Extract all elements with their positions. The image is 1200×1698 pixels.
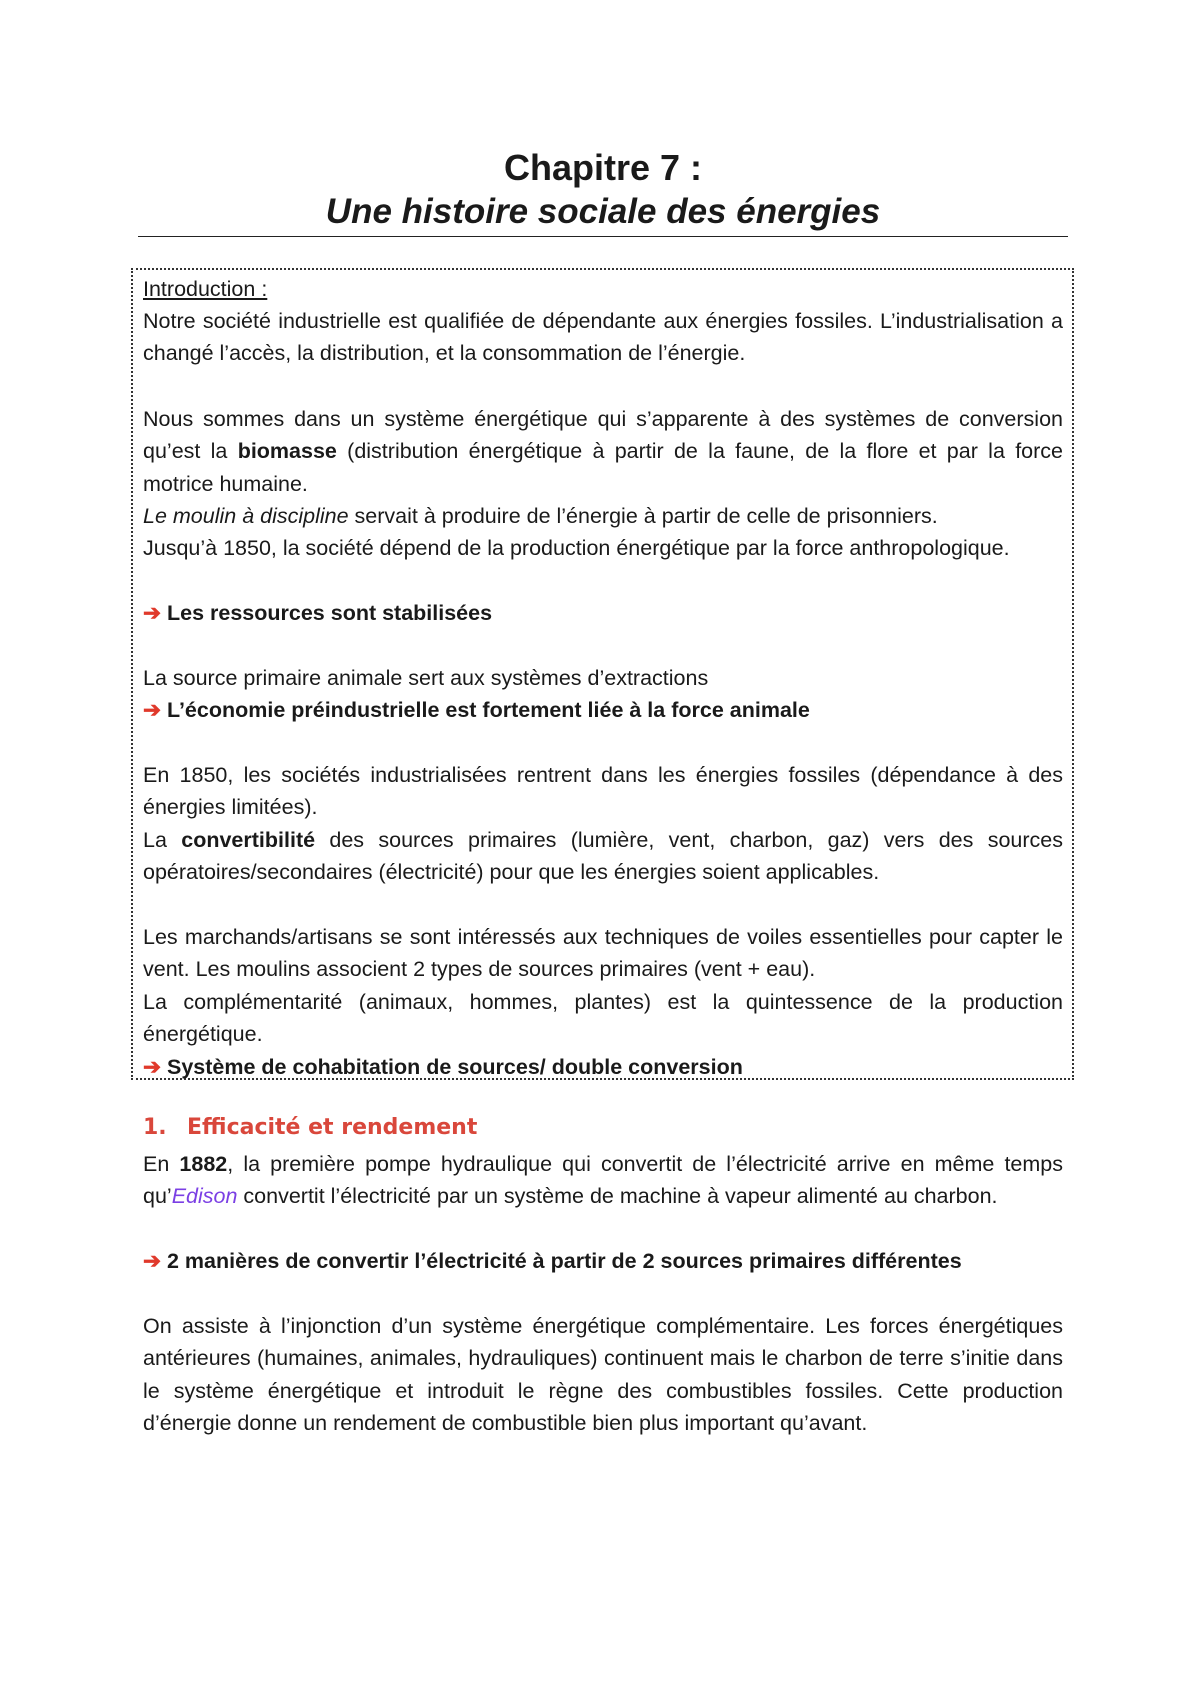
intro-paragraph-9: La complémentarité (animaux, hommes, plantes) est la quintessence de la production énergétique. [143, 990, 1063, 1047]
intro-paragraph-3: Le moulin à discipline servait à produire de l’énergie à partir de celle de prisonniers. [143, 504, 938, 528]
chapter-title: Chapitre 7 : [503, 147, 703, 188]
keyword-biomasse: biomasse [237, 439, 337, 464]
title-block [138, 146, 1068, 234]
section-number: 1. [143, 1115, 167, 1140]
arrow-icon: ➔ [143, 601, 162, 625]
arrow-icon: ➔ [143, 698, 162, 722]
intro-paragraph-4: Jusqu’à 1850, la société dépend de la production énergétique par la force anthropologique. [143, 536, 1010, 560]
intro-paragraph-7: La convertibilité des sources primaires (lumière, vent, charbon, gaz) vers des sources opératoires/secondaires (électricité) pour que les énergies soient applicables. [143, 828, 1063, 885]
intro-paragraph-5: La source primaire animale sert aux systèmes d’extractions [143, 666, 709, 690]
intro-paragraph-8: Les marchands/artisans se sont intéressés aux techniques de voiles essentielles pour capter le vent. Les moulins associent 2 types de sources primaires (vent + eau). [143, 925, 1063, 982]
intro-heading: Introduction : [143, 277, 268, 301]
title-divider [138, 236, 1068, 237]
intro-paragraph-6: En 1850, les sociétés industrialisées rentrent dans les énergies fossiles (dépendance à des énergies limitées). [143, 763, 1063, 820]
intro-conclusion-2: ➔ L’économie préindustrielle est fortement liée à la force animale [143, 698, 810, 722]
section-1-conclusion: ➔ 2 manières de convertir l’électricité à partir de 2 sources primaires différentes [143, 1249, 962, 1273]
arrow-icon: ➔ [143, 1055, 162, 1079]
intro-paragraph-2: Nous sommes dans un système énergétique qui s’apparente à des systèmes de conversion qu’est la biomasse (distribution énergétique à partir de la faune, de la flore et par la force motrice humaine. [143, 407, 1063, 496]
intro-paragraph-1: Notre société industrielle est qualifiée de dépendante aux énergies fossiles. L’industrialisation a changé l’accès, la distribution, et la consommation de l’énergie. [143, 309, 1063, 366]
intro-conclusion-1: ➔ Les ressources sont stabilisées [143, 601, 493, 625]
moulin-term: Le moulin à discipline [143, 504, 349, 528]
arrow-icon: ➔ [143, 1249, 162, 1273]
chapter-subtitle: Une histoire sociale des énergies [325, 192, 881, 231]
year-1882: 1882 [179, 1152, 228, 1176]
edison-name: Edison [171, 1184, 238, 1209]
keyword-convertibilite: convertibilité [181, 828, 316, 852]
section-1-heading [143, 1112, 477, 1144]
section-1-paragraph-1: En 1882, la première pompe hydraulique qui convertit de l’électricité arrive en même temps qu’Edison convertit l’électricité par un système de machine à vapeur alimenté au charbon. [143, 1152, 1063, 1209]
section-title: Efficacité et rendement [187, 1115, 478, 1140]
section-1-paragraph-2: On assiste à l’injonction d’un système énergétique complémentaire. Les forces énergétiques antérieures (humaines, animales, hydrauliques) continuent mais le charbon de terre s’initie dans le système énergétique et introduit le règne des combustibles fossiles. Cette production d’énergie donne un rendement de combustible bien plus important qu’avant. [143, 1314, 1063, 1436]
intro-conclusion-3: ➔ Système de cohabitation de sources/ double conversion [143, 1055, 743, 1079]
